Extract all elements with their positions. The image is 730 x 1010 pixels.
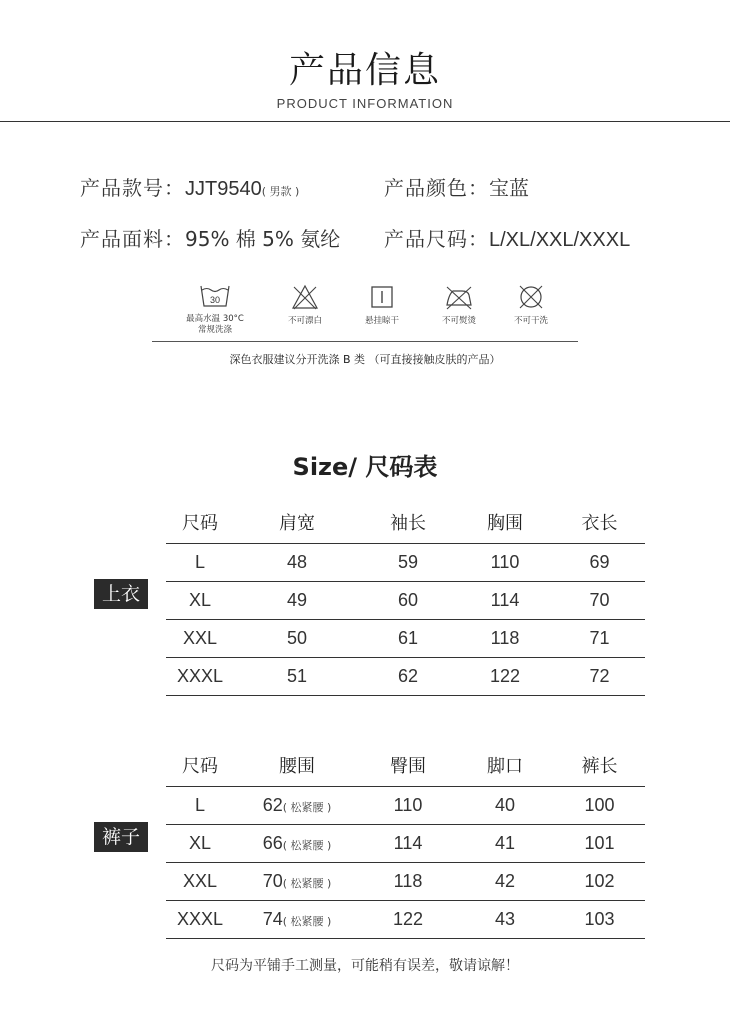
waist-note: ( 松紧腰 ) — [282, 801, 332, 814]
table-row — [166, 582, 645, 620]
table-cell: 48 — [234, 544, 360, 582]
care-item-bleach — [267, 284, 343, 327]
table-cell: XXXL — [166, 901, 234, 939]
pants-size-table — [166, 744, 645, 939]
no-bleach-icon — [291, 284, 319, 310]
table-row — [166, 787, 645, 825]
table-cell: 110 — [456, 544, 554, 582]
column-header: 袖长 — [360, 501, 456, 544]
waist-note: ( 松紧腰 ) — [282, 839, 332, 852]
column-header: 衣长 — [554, 501, 645, 544]
table-cell: 122 — [456, 658, 554, 696]
table-cell: 50 — [234, 620, 360, 658]
no-dry-clean-icon — [517, 284, 545, 310]
care-caption: 不可熨烫 — [441, 316, 476, 326]
column-header: 裤长 — [554, 744, 645, 787]
style-number-value: JJT9540 — [185, 178, 262, 200]
wash-30-icon — [199, 284, 231, 308]
table-row — [166, 825, 645, 863]
column-header: 肩宽 — [234, 501, 360, 544]
table-cell: 62( 松紧腰 ) — [234, 787, 360, 825]
table-cell: 59 — [360, 544, 456, 582]
waist-note: ( 松紧腰 ) — [282, 915, 332, 928]
table-cell: 74( 松紧腰 ) — [234, 901, 360, 939]
fabric-row — [80, 223, 340, 252]
table-header-row — [166, 501, 645, 544]
table-cell: 102 — [554, 863, 645, 901]
top-tag: 上衣 — [94, 579, 148, 609]
care-item-hang — [344, 284, 420, 327]
style-number-note: ( 男款 ) — [261, 185, 300, 198]
column-header: 腰围 — [234, 744, 360, 787]
table-cell: 100 — [554, 787, 645, 825]
table-cell: 110 — [360, 787, 456, 825]
table-cell: XL — [166, 582, 234, 620]
column-header: 尺码 — [166, 501, 234, 544]
hang-dry-icon — [369, 284, 395, 310]
table-cell: XXXL — [166, 658, 234, 696]
care-note: 深色衣服建议分开洗涤 B 类 （可直接接触皮肤的产品） — [229, 353, 501, 366]
measurement-footnote: 尺码为平铺手工测量，可能稍有误差，敬请谅解！ — [211, 958, 519, 974]
header-divider — [0, 121, 730, 122]
table-cell: 118 — [360, 863, 456, 901]
table-cell: 103 — [554, 901, 645, 939]
table-cell: 40 — [456, 787, 554, 825]
care-caption: 悬挂晾干 — [364, 316, 399, 326]
column-header: 尺码 — [166, 744, 234, 787]
color-value: 宝蓝 — [489, 176, 529, 200]
size-value: L/XL/XXL/XXXL — [489, 229, 631, 251]
table-cell: 41 — [456, 825, 554, 863]
no-iron-icon — [444, 284, 474, 310]
size-label: 产品尺码： — [384, 227, 489, 251]
table-row — [166, 658, 645, 696]
table-cell: 70( 松紧腰 ) — [234, 863, 360, 901]
column-header: 胸围 — [456, 501, 554, 544]
table-cell: 62 — [360, 658, 456, 696]
size-row — [384, 223, 630, 252]
table-cell: 60 — [360, 582, 456, 620]
table-cell: 61 — [360, 620, 456, 658]
table-cell: 42 — [456, 863, 554, 901]
style-number-label: 产品款号： — [80, 176, 185, 200]
table-cell: L — [166, 787, 234, 825]
svg-text:30: 30 — [209, 295, 221, 305]
top-size-table — [166, 501, 645, 696]
care-caption: 不可漂白 — [287, 316, 322, 326]
table-row — [166, 620, 645, 658]
column-header: 臀围 — [360, 744, 456, 787]
page-subtitle: PRODUCT INFORMATION — [276, 96, 454, 111]
waist-note: ( 松紧腰 ) — [282, 877, 332, 890]
table-cell: 101 — [554, 825, 645, 863]
table-cell: XXL — [166, 863, 234, 901]
pants-tag: 裤子 — [94, 822, 148, 852]
page-title: 产品信息 — [288, 50, 441, 91]
table-header-row — [166, 744, 645, 787]
care-caption: 不可干洗 — [513, 316, 548, 326]
table-cell: XXL — [166, 620, 234, 658]
table-cell: 51 — [234, 658, 360, 696]
table-cell: 118 — [456, 620, 554, 658]
care-item-iron — [421, 284, 497, 327]
table-cell: 71 — [554, 620, 645, 658]
care-divider — [152, 341, 578, 342]
care-caption: 最高水温 30°C 常规洗涤 — [186, 314, 244, 335]
fabric-label: 产品面料： — [80, 227, 185, 251]
table-row — [166, 901, 645, 939]
table-cell: 49 — [234, 582, 360, 620]
table-row — [166, 544, 645, 582]
table-cell: 43 — [456, 901, 554, 939]
table-cell: 114 — [456, 582, 554, 620]
fabric-value: 95% 棉 5% 氨纶 — [185, 227, 341, 251]
column-header: 脚口 — [456, 744, 554, 787]
table-cell: 114 — [360, 825, 456, 863]
table-row — [166, 863, 645, 901]
table-cell: 69 — [554, 544, 645, 582]
size-chart-title: Size/ 尺码表 — [292, 453, 438, 481]
color-label: 产品颜色： — [384, 176, 489, 200]
table-cell: L — [166, 544, 234, 582]
table-cell: 72 — [554, 658, 645, 696]
table-cell: XL — [166, 825, 234, 863]
care-item-dryclean — [493, 284, 569, 327]
table-cell: 122 — [360, 901, 456, 939]
color-row — [384, 172, 529, 201]
style-number-row — [80, 172, 299, 201]
table-cell: 66( 松紧腰 ) — [234, 825, 360, 863]
care-item-wash — [177, 284, 253, 336]
table-cell: 70 — [554, 582, 645, 620]
